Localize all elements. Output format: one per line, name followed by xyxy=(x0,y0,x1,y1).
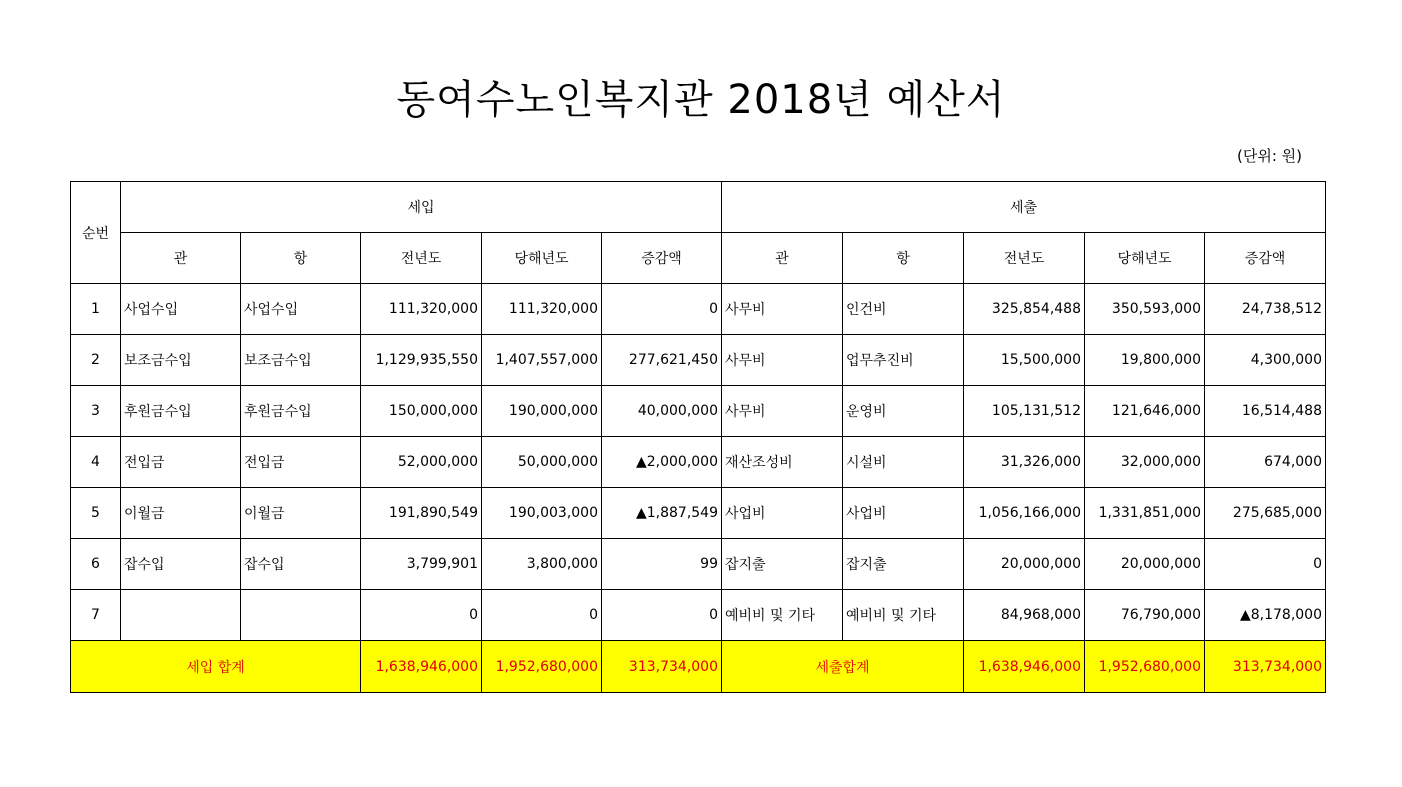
expense-prev-cell: 31,326,000 xyxy=(964,437,1085,488)
income-hang-cell: 후원금수입 xyxy=(241,386,361,437)
row-order: 3 xyxy=(71,386,121,437)
header-order: 순번 xyxy=(71,182,121,284)
expense-change-cell: ▲8,178,000 xyxy=(1205,590,1326,641)
expense-hang-cell: 시설비 xyxy=(843,437,964,488)
header-expense-hang: 항 xyxy=(843,233,964,284)
unit-note: (단위: 원) xyxy=(1237,147,1302,165)
income-curr-cell: 0 xyxy=(482,590,602,641)
income-gwan-cell: 사업수입 xyxy=(121,284,241,335)
expense-hang-cell: 잡지출 xyxy=(843,539,964,590)
income-curr-cell: 50,000,000 xyxy=(482,437,602,488)
expense-curr-cell: 121,646,000 xyxy=(1085,386,1205,437)
expense-change-cell: 674,000 xyxy=(1205,437,1326,488)
income-change-cell: 0 xyxy=(602,590,722,641)
income-change-cell: 99 xyxy=(602,539,722,590)
row-order: 5 xyxy=(71,488,121,539)
header-income-hang: 항 xyxy=(241,233,361,284)
table-row xyxy=(71,488,1326,539)
expense-change-cell: 16,514,488 xyxy=(1205,386,1326,437)
income-hang-cell: 이월금 xyxy=(241,488,361,539)
expense-curr-cell: 32,000,000 xyxy=(1085,437,1205,488)
row-order: 4 xyxy=(71,437,121,488)
document-title: 동여수노인복지관 2018년 예산서 xyxy=(396,77,1006,123)
income-prev-cell: 3,799,901 xyxy=(361,539,482,590)
header-row-columns xyxy=(71,233,1326,284)
expense-gwan-cell: 사업비 xyxy=(722,488,843,539)
table-row xyxy=(71,437,1326,488)
income-prev-cell: 52,000,000 xyxy=(361,437,482,488)
expense-hang-cell: 예비비 및 기타 xyxy=(843,590,964,641)
expense-hang-cell: 운영비 xyxy=(843,386,964,437)
income-change-cell: ▲2,000,000 xyxy=(602,437,722,488)
income-prev-cell: 0 xyxy=(361,590,482,641)
header-income-gwan: 관 xyxy=(121,233,241,284)
table-row xyxy=(71,335,1326,386)
expense-total-change: 313,734,000 xyxy=(1205,641,1326,693)
expense-total-label: 세출합계 xyxy=(722,641,964,693)
income-change-cell: 277,621,450 xyxy=(602,335,722,386)
table-row xyxy=(71,539,1326,590)
header-expense-prev: 전년도 xyxy=(964,233,1085,284)
expense-total-curr: 1,952,680,000 xyxy=(1085,641,1205,693)
expense-prev-cell: 84,968,000 xyxy=(964,590,1085,641)
income-total-prev: 1,638,946,000 xyxy=(361,641,482,693)
expense-gwan-cell: 예비비 및 기타 xyxy=(722,590,843,641)
header-expense: 세출 xyxy=(722,182,1326,233)
expense-prev-cell: 105,131,512 xyxy=(964,386,1085,437)
expense-change-cell: 0 xyxy=(1205,539,1326,590)
header-expense-change: 증감액 xyxy=(1205,233,1326,284)
income-hang-cell: 잡수입 xyxy=(241,539,361,590)
expense-gwan-cell: 사무비 xyxy=(722,284,843,335)
income-hang-cell: 전입금 xyxy=(241,437,361,488)
expense-hang-cell: 인건비 xyxy=(843,284,964,335)
income-prev-cell: 1,129,935,550 xyxy=(361,335,482,386)
income-curr-cell: 190,003,000 xyxy=(482,488,602,539)
income-total-label: 세입 합계 xyxy=(71,641,361,693)
expense-curr-cell: 20,000,000 xyxy=(1085,539,1205,590)
header-income: 세입 xyxy=(121,182,722,233)
expense-change-cell: 275,685,000 xyxy=(1205,488,1326,539)
expense-prev-cell: 1,056,166,000 xyxy=(964,488,1085,539)
income-change-cell: 40,000,000 xyxy=(602,386,722,437)
expense-change-cell: 24,738,512 xyxy=(1205,284,1326,335)
income-curr-cell: 1,407,557,000 xyxy=(482,335,602,386)
table-row xyxy=(71,284,1326,335)
budget-table xyxy=(70,181,1326,693)
row-order: 6 xyxy=(71,539,121,590)
expense-curr-cell: 1,331,851,000 xyxy=(1085,488,1205,539)
expense-hang-cell: 업무추진비 xyxy=(843,335,964,386)
expense-prev-cell: 325,854,488 xyxy=(964,284,1085,335)
income-hang-cell xyxy=(241,590,361,641)
table-row xyxy=(71,386,1326,437)
expense-gwan-cell: 사무비 xyxy=(722,386,843,437)
income-curr-cell: 190,000,000 xyxy=(482,386,602,437)
header-income-change: 증감액 xyxy=(602,233,722,284)
income-prev-cell: 111,320,000 xyxy=(361,284,482,335)
income-gwan-cell: 전입금 xyxy=(121,437,241,488)
header-expense-gwan: 관 xyxy=(722,233,843,284)
income-total-curr: 1,952,680,000 xyxy=(482,641,602,693)
expense-gwan-cell: 잡지출 xyxy=(722,539,843,590)
income-change-cell: ▲1,887,549 xyxy=(602,488,722,539)
income-gwan-cell: 후원금수입 xyxy=(121,386,241,437)
expense-gwan-cell: 재산조성비 xyxy=(722,437,843,488)
income-gwan-cell: 보조금수입 xyxy=(121,335,241,386)
income-change-cell: 0 xyxy=(602,284,722,335)
income-curr-cell: 111,320,000 xyxy=(482,284,602,335)
income-hang-cell: 사업수입 xyxy=(241,284,361,335)
header-expense-curr: 당해년도 xyxy=(1085,233,1205,284)
header-row-group xyxy=(71,182,1326,233)
expense-total-prev: 1,638,946,000 xyxy=(964,641,1085,693)
row-order: 2 xyxy=(71,335,121,386)
income-prev-cell: 191,890,549 xyxy=(361,488,482,539)
expense-change-cell: 4,300,000 xyxy=(1205,335,1326,386)
expense-prev-cell: 20,000,000 xyxy=(964,539,1085,590)
row-order: 7 xyxy=(71,590,121,641)
table-row xyxy=(71,590,1326,641)
income-prev-cell: 150,000,000 xyxy=(361,386,482,437)
income-gwan-cell xyxy=(121,590,241,641)
income-gwan-cell: 잡수입 xyxy=(121,539,241,590)
income-total-change: 313,734,000 xyxy=(602,641,722,693)
expense-gwan-cell: 사무비 xyxy=(722,335,843,386)
expense-curr-cell: 19,800,000 xyxy=(1085,335,1205,386)
expense-curr-cell: 76,790,000 xyxy=(1085,590,1205,641)
header-income-prev: 전년도 xyxy=(361,233,482,284)
income-gwan-cell: 이월금 xyxy=(121,488,241,539)
total-row xyxy=(71,641,1326,693)
expense-hang-cell: 사업비 xyxy=(843,488,964,539)
income-curr-cell: 3,800,000 xyxy=(482,539,602,590)
row-order: 1 xyxy=(71,284,121,335)
expense-prev-cell: 15,500,000 xyxy=(964,335,1085,386)
expense-curr-cell: 350,593,000 xyxy=(1085,284,1205,335)
income-hang-cell: 보조금수입 xyxy=(241,335,361,386)
header-income-curr: 당해년도 xyxy=(482,233,602,284)
